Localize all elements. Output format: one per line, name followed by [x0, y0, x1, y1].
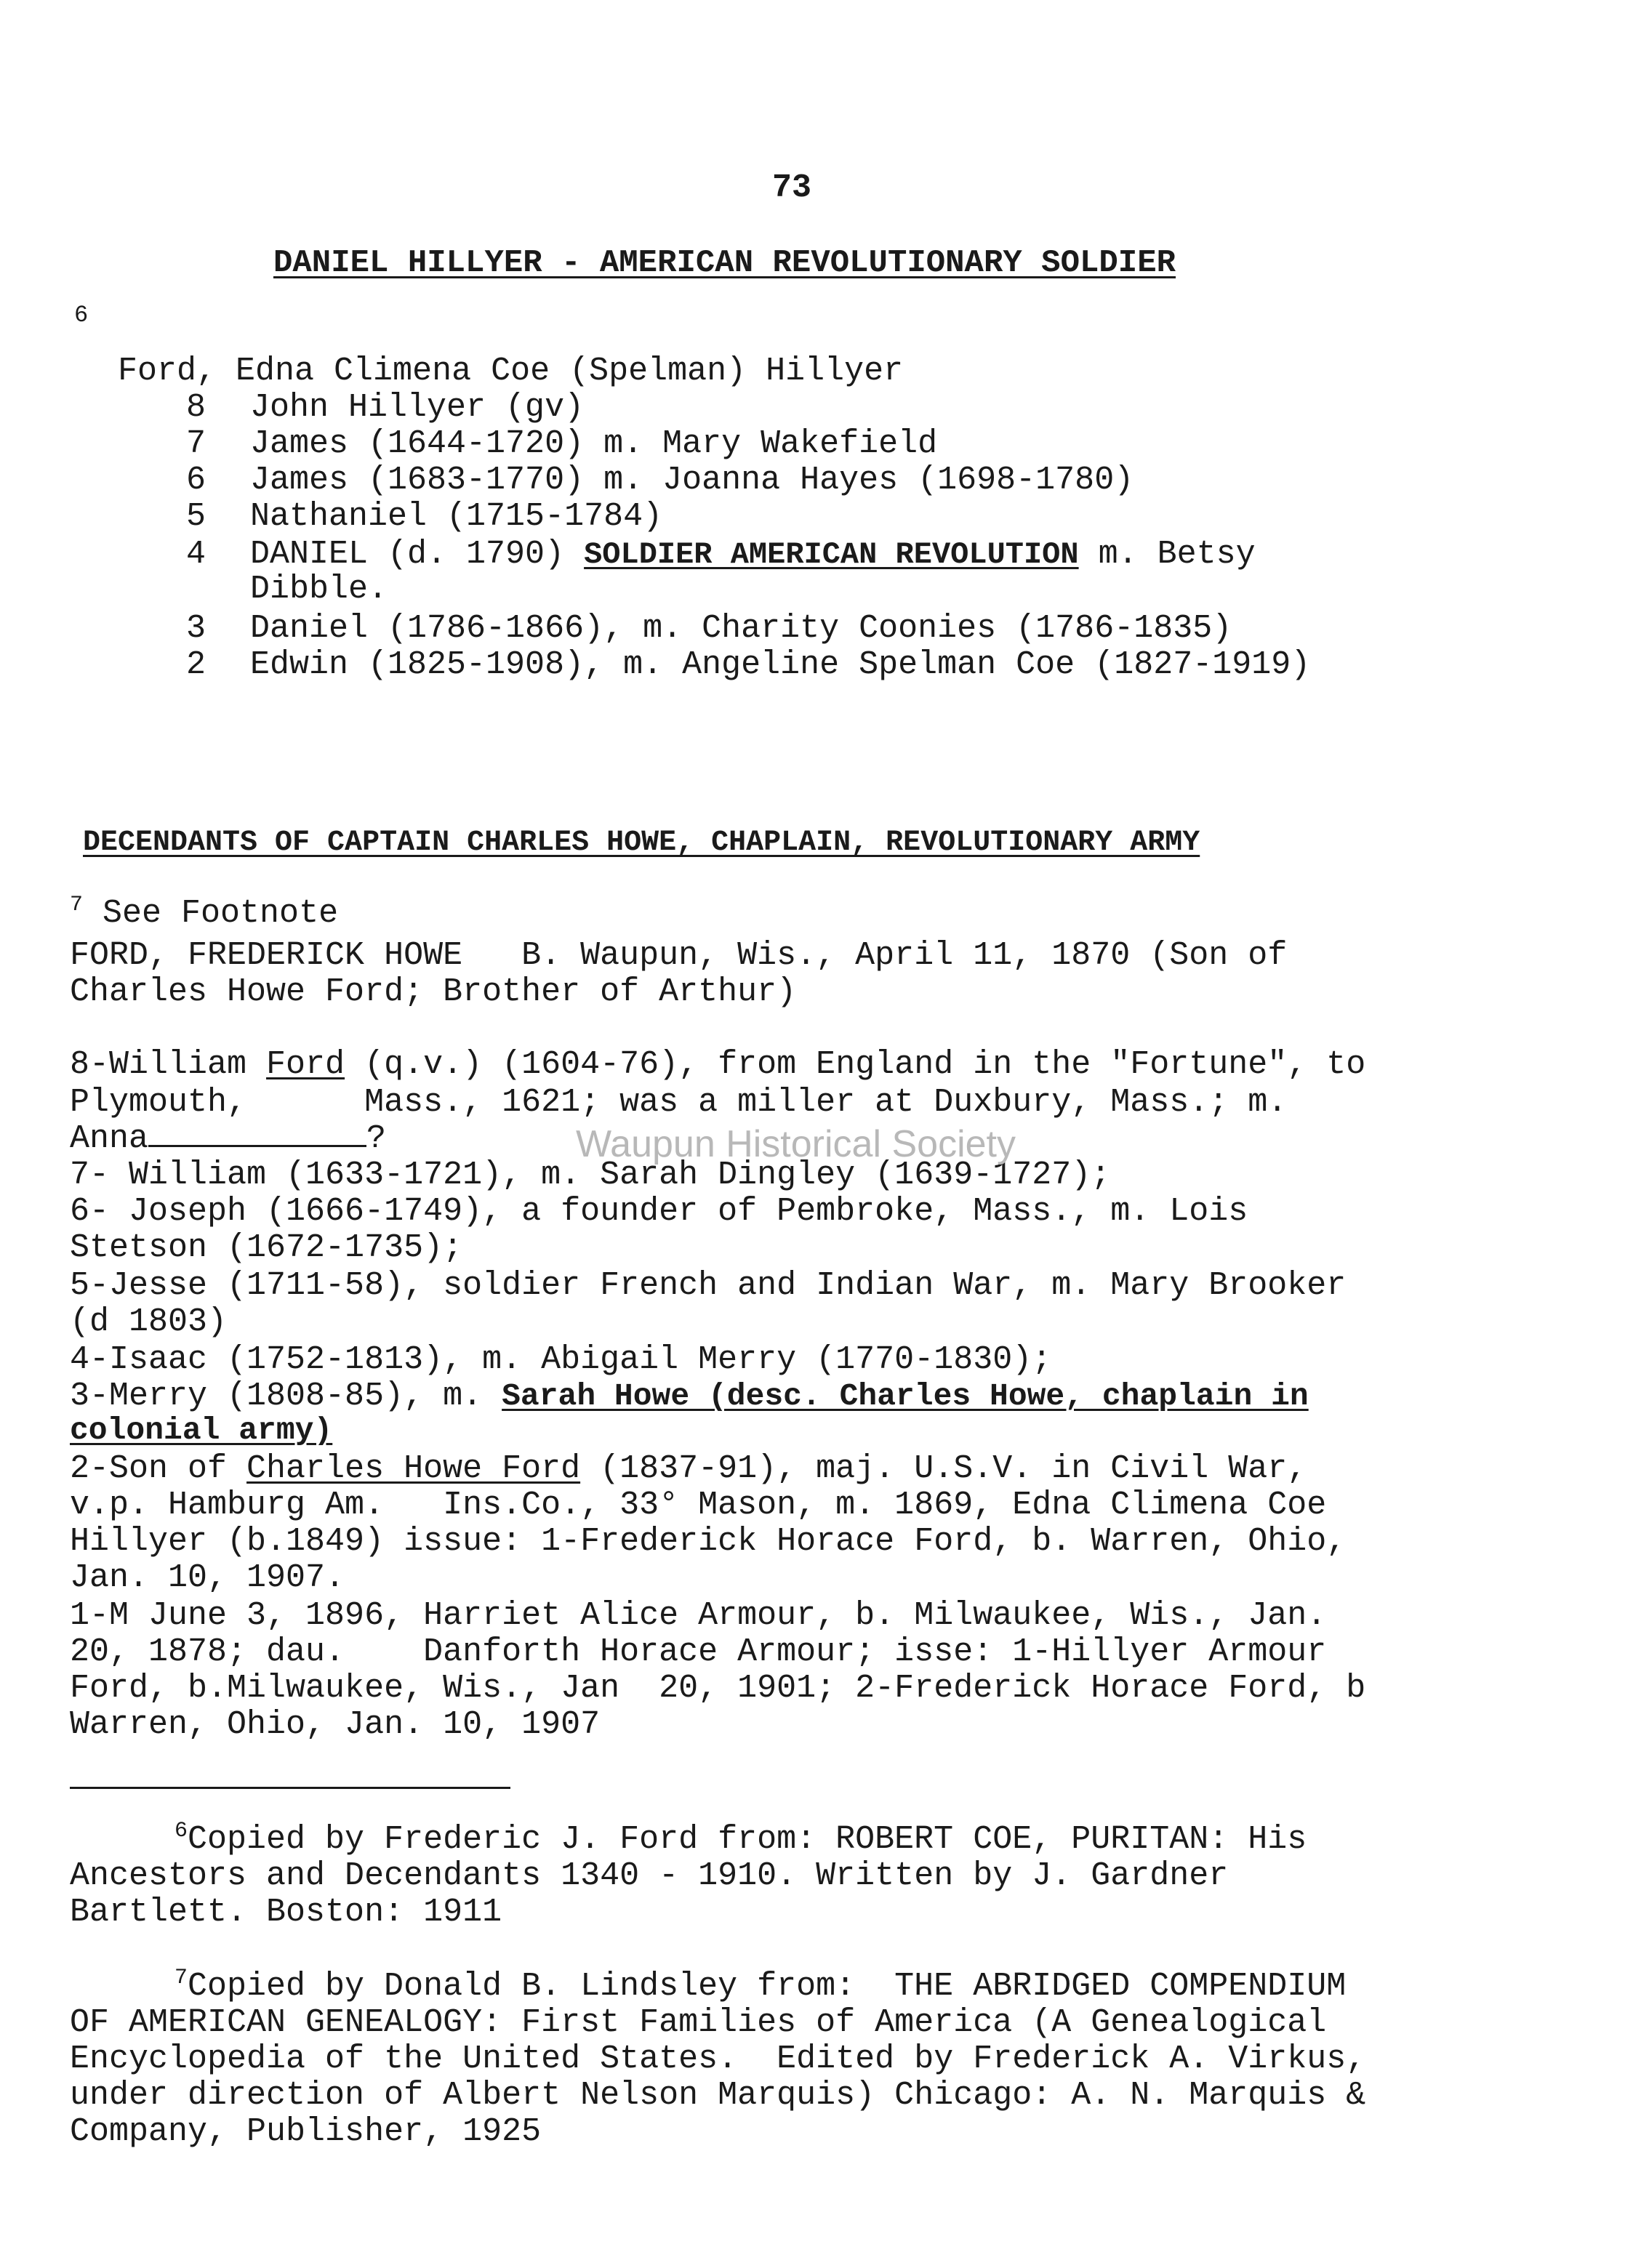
generation-number: 3	[186, 610, 206, 647]
sarah-howe-highlight: Sarah Howe (desc. Charles Howe, chaplain in	[502, 1378, 1309, 1414]
lineage-paragraph-2	[70, 1452, 1307, 1485]
entry-text: 3-Merry (1808-85), m.	[70, 1378, 502, 1415]
footnote-reference	[70, 893, 339, 932]
lineage-line: Plymouth, Mass., 1621; was a miller at Duxbury, Mass.; m.	[70, 1084, 1288, 1121]
footnote-divider	[70, 1787, 510, 1789]
footnote-marker: 7	[174, 1966, 188, 1990]
entry-text: 2-Son of	[70, 1450, 247, 1487]
entry-text: DANIEL (d. 1790)	[250, 536, 585, 573]
lineage-paragraph-3	[70, 1378, 1309, 1415]
entry-text: 8-William	[70, 1046, 267, 1083]
footnote-marker: 6	[174, 1819, 188, 1843]
lineage-line: 1-M June 3, 1896, Harriet Alice Armour, b. Milwaukee, Wis., Jan.	[70, 1597, 1327, 1634]
footnote-marker: 6	[74, 302, 89, 329]
lineage-line: 4-Isaac (1752-1813), m. Abigail Merry (1770-1830);	[70, 1341, 1052, 1378]
lineage-line: Warren, Ohio, Jan. 10, 1907	[70, 1706, 601, 1743]
generation-entry: James (1683-1770) m. Joanna Hayes (1698-1780)	[250, 462, 1134, 499]
generation-entry: Nathaniel (1715-1784)	[250, 498, 663, 535]
lineage-line: 7- William (1633-1721), m. Sarah Dingley (1639-1727);	[70, 1157, 1111, 1194]
generation-number: 4	[186, 536, 206, 573]
lineage-line: (d 1803)	[70, 1303, 228, 1340]
footnote-line: OF AMERICAN GENEALOGY: First Families of America (A Genealogical	[70, 2004, 1327, 2041]
lineage-line: Jan. 10, 1907.	[70, 1559, 345, 1596]
entry-text: (q.v.) (1604-76), from England in the "Fortune", to	[345, 1046, 1366, 1083]
subject-line: Charles Howe Ford; Brother of Arthur)	[70, 973, 797, 1010]
generation-entry: John Hillyer (gv)	[250, 389, 585, 426]
lineage-paragraph-8	[70, 1048, 1365, 1081]
generation-entry: James (1644-1720) m. Mary Wakefield	[250, 425, 938, 462]
generation-entry	[250, 538, 1256, 571]
footnote-ref-text: See Footnote	[83, 895, 339, 932]
entry-text: (1837-91), maj. U.S.V. in Civil War,	[580, 1450, 1307, 1487]
watermark: Waupun Historical Society	[576, 1123, 1016, 1165]
footnote-line: Bartlett. Boston: 1911	[70, 1894, 502, 1931]
footnote-7	[174, 1966, 1347, 2005]
entry-text: Anna	[70, 1120, 149, 1157]
footnote-line: Ancestors and Decendants 1340 - 1910. Written by J. Gardner	[70, 1857, 1229, 1894]
footnote-line: under direction of Albert Nelson Marquis) Chicago: A. N. Marquis &	[70, 2077, 1366, 2114]
generation-number: 7	[186, 425, 206, 462]
lineage-line: Hillyer (b.1849) issue: 1-Frederick Horace Ford, b. Warren, Ohio,	[70, 1523, 1347, 1560]
generation-number: 8	[186, 389, 206, 426]
footnote-text: Copied by Frederic J. Ford from: ROBERT COE, PURITAN: His	[188, 1821, 1307, 1858]
footnote-marker: 7	[70, 893, 84, 917]
generation-entry: Edwin (1825-1908), m. Angeline Spelman Coe (1827-1919)	[250, 646, 1311, 683]
footnote-line: Encyclopedia of the United States. Edited by Frederick A. Virkus,	[70, 2040, 1366, 2078]
footnote-text: Copied by Donald B. Lindsley from: THE ABRIDGED COMPENDIUM	[188, 1968, 1347, 2005]
lineage-line: 20, 1878; dau. Danforth Horace Armour; isse: 1-Hillyer Armour	[70, 1633, 1327, 1670]
soldier-highlight: SOLDIER AMERICAN REVOLUTION	[584, 537, 1079, 572]
generation-entry-continuation: Dibble.	[250, 571, 388, 608]
blank-fill-line	[148, 1123, 366, 1147]
page-number: 73	[772, 169, 812, 206]
entry-text: ?	[366, 1120, 387, 1157]
generation-entry: Daniel (1786-1866), m. Charity Coonies (1786-1835)	[250, 610, 1232, 647]
ford-underlined: Ford	[266, 1046, 345, 1083]
lineage-line	[70, 1122, 386, 1155]
footnote-line: Company, Publisher, 1925	[70, 2113, 542, 2150]
lineage-line: Stetson (1672-1735);	[70, 1229, 463, 1266]
lineage-subject: Ford, Edna Climena Coe (Spelman) Hillyer	[118, 353, 904, 390]
generation-number: 6	[186, 462, 206, 499]
sarah-howe-highlight: colonial army)	[70, 1412, 333, 1448]
section-heading-howe: DECENDANTS OF CAPTAIN CHARLES HOWE, CHAPLAIN, REVOLUTIONARY ARMY	[83, 827, 1200, 859]
charles-howe-ford-underlined: Charles Howe Ford	[246, 1450, 581, 1487]
lineage-line: v.p. Hamburg Am. Ins.Co., 33° Mason, m. 1869, Edna Climena Coe	[70, 1487, 1327, 1524]
footnote-6	[174, 1819, 1307, 1858]
subject-line: FORD, FREDERICK HOWE B. Waupun, Wis., April 11, 1870 (Son of	[70, 937, 1288, 974]
entry-text: m. Betsy	[1078, 536, 1256, 573]
lineage-line: 5-Jesse (1711-58), soldier French and Indian War, m. Mary Brooker	[70, 1267, 1347, 1304]
generation-number: 5	[186, 498, 206, 535]
lineage-line: 6- Joseph (1666-1749), a founder of Pembroke, Mass., m. Lois	[70, 1193, 1248, 1230]
lineage-line: Ford, b.Milwaukee, Wis., Jan 20, 1901; 2-Frederick Horace Ford, b	[70, 1670, 1366, 1707]
section-heading-hillyer: DANIEL HILLYER - AMERICAN REVOLUTIONARY SOLDIER	[273, 245, 1176, 281]
generation-number: 2	[186, 646, 206, 683]
